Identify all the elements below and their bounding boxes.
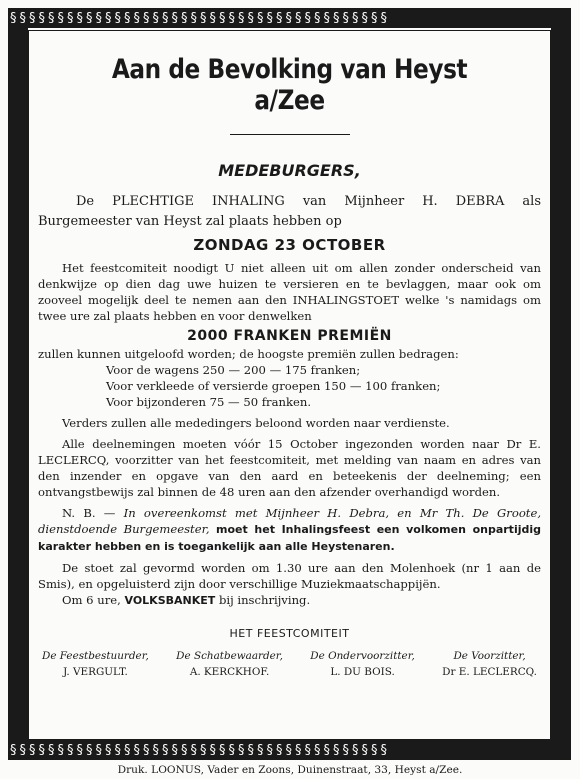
prize-intro: zullen kunnen uitgeloofd worden; de hoogste premiën zullen bedragen: [38,347,459,361]
printer-credit: Druk. LOONUS, Vader en Zoons, Duinenstraat, 33, Heyst a/Zee. [117,764,463,776]
event-date: ZONDAG 23 OCTOBER [193,236,386,254]
signature-block [310,648,415,680]
signatory-name: A. KERCKHOF. [189,666,270,678]
border-ornament-bottom: §§§§§§§§§§§§§§§§§§§§§§§§§§§§§§§§§§§§§§§§ [10,744,390,757]
signatory-role: De Ondervoorzitter, [310,650,415,662]
lead-paragraph: De PLECHTIGE INHALING van Mijnheer H. DEBRA als Burgemeester van Heyst zal plaats hebben op [38,194,541,229]
reward-paragraph: Verders zullen alle mededingers beloond worden naar verdienste. [62,416,450,430]
signature-block [442,648,537,680]
title-divider [230,134,350,135]
banquet-name: VOLKSBANKET [124,594,216,607]
signature-block [42,648,149,680]
signatory-role: De Schatbewaarder, [176,650,283,662]
prize-heading: 2000 FRANKEN PREMIËN [187,328,392,344]
greeting: MEDEBURGERS, [218,161,361,180]
poster-title: Aan de Bevolking van Heyst a/Zee [111,54,468,116]
nb-bold-text: moet het Inhalingsfeest een volkomen onpartijdig karakter hebben en is toegankelijk aan alle Heystenaren. [38,523,541,553]
border-ornament-top: §§§§§§§§§§§§§§§§§§§§§§§§§§§§§§§§§§§§§§§§ [10,12,390,25]
prize-item: Voor bijzonderen 75 — 50 franken. [106,395,312,409]
invitation-paragraph: Het feestcomiteit noodigt U niet alleen uit om allen zonder onderscheid van denkwijze op dien dag uwe huizen te versieren en te bevlaggen, maar ook om zooveel mogelijk deel te nemen aan den INHALINGSTOET welke 's namidags om twee ure zal plaats hebben en voor denwelken [38,261,541,323]
signatory-name: L. DU BOIS. [330,666,395,678]
signatory-name: J. VERGULT. [63,666,128,678]
signatures [38,648,541,680]
banquet-time: Om 6 ure, [62,593,121,607]
signatory-name: Dr E. LECLERCQ. [442,666,537,678]
prize-item: Voor de wagens 250 — 200 — 175 franken; [106,363,361,377]
nota-bene [38,505,541,555]
banquet-paragraph [38,592,541,609]
procession-paragraph: De stoet zal gevormd worden om 1.30 ure aan den Molenhoek (nr 1 aan de Smis), en opgeluisterd zijn door verschillige Muziekmaatschappijën. [38,561,541,591]
poster-body [38,38,541,680]
prize-list [38,362,541,410]
signatory-role: De Voorzitter, [453,650,526,662]
prize-item: Voor verkleede of versierde groepen 150 — 100 franken; [106,379,441,393]
signature-block [176,648,283,680]
nb-label: N. B. — [62,506,116,520]
entries-paragraph: Alle deelnemingen moeten vóór 15 October ingezonden worden naar Dr E. LECLERCQ, voorzitter van het feestcomiteit, met melding van naam en adres van den inzender en opgave van den aard en beteekenis der deelneming; een ontvangstbewijs zal binnen de 48 uren aan den afzender overhandigd worden. [38,437,541,499]
committee-heading: HET FEESTCOMITEIT [229,627,350,640]
nb-italic-text: In overeenkomst met Mijnheer H. Debra, en Mr Th. De Groote, dienstdoende Burgemeester, [38,506,542,536]
banquet-note: bij inschrijving. [218,593,311,607]
signatory-role: De Feestbestuurder, [42,650,149,662]
